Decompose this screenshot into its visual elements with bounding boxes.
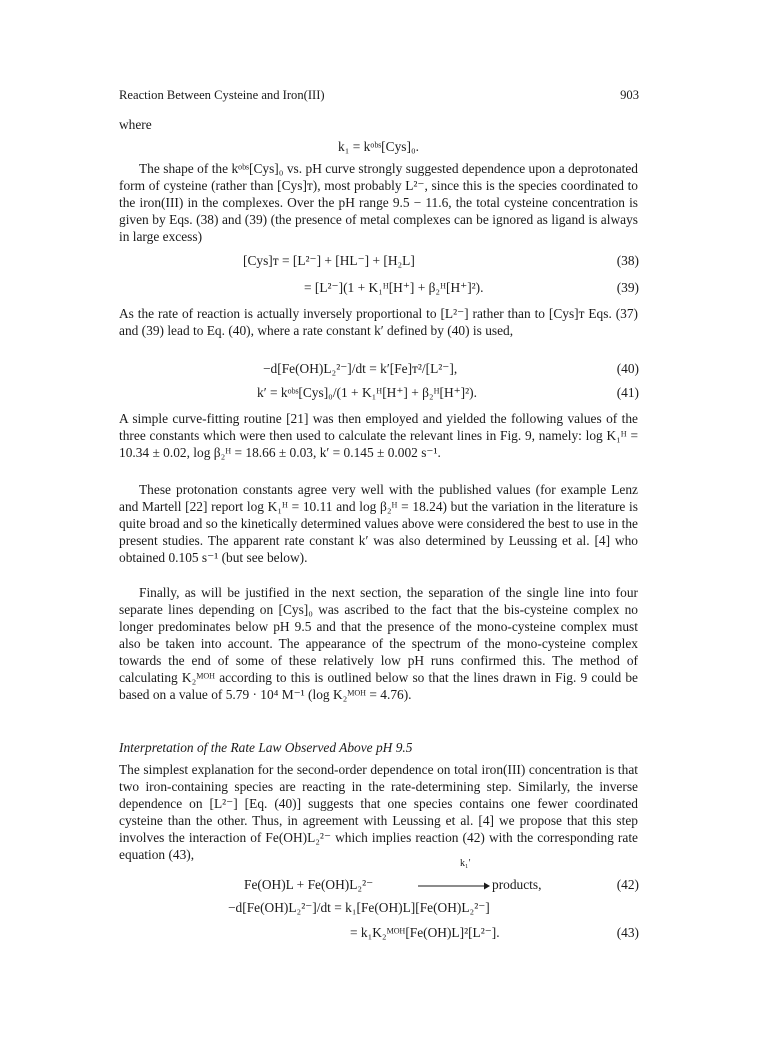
rate-constant-label: k₁′ [460,858,471,869]
equation-43-line-2: = k₁K₂ᴹᴼᴴ[Fe(OH)L]²[L²⁻]. [350,925,500,940]
section-heading: Interpretation of the Rate Law Observed Above pH 9.5 [119,740,413,755]
equation-k1: k₁ = kᵒᵇˢ[Cys]₀. [338,139,419,154]
equation-38: [Cys]ᴛ = [L²⁻] + [HL⁻] + [H₂L] [243,253,415,268]
running-title: Reaction Between Cysteine and Iron(III) [119,88,325,102]
equation-38-number: (38) [616,253,639,268]
equation-41-number: (41) [616,385,639,400]
equation-42-left: Fe(OH)L + Fe(OH)L₂²⁻ [244,877,374,892]
paragraph-3: A simple curve-fitting routine [21] was then employed and yielded the following values of the three constants which were then used to calculate the relevant lines in Fig. 9, namely: log K₁ᴴ = 10.34 ± 0.02, log β₂ᴴ = 18.66 ± 0.03, k′ = 0.145 ± 0.002 s⁻¹. [119,411,638,460]
reaction-arrow-icon [418,876,490,898]
paragraph-6: The simplest explanation for the second-order dependence on total iron(III) concentration is that two iron-containing species are reacting in the rate-determining step. Similarly, the inverse dependence on [L²⁻] [Eq. (40)] suggests that one species contains one fewer coordinated cysteine than the other. Thus, in agreement with Leussing et al. [4] we propose that this step involves the interaction of Fe(OH)L₂²⁻ which implies reaction (42) with the corresponding rate equation (43), [119,762,638,862]
equation-42-number: (42) [616,877,639,892]
where-label: where [119,117,152,132]
paragraph-2: As the rate of reaction is actually inversely proportional to [L²⁻] rather than to [Cys]ᴛ Eqs. (37) and (39) lead to Eq. (40), where a rate constant k′ defined by (40) is used, [119,306,638,338]
equation-39-number: (39) [616,280,639,295]
equation-43-line-1: −d[Fe(OH)L₂²⁻]/dt = k₁[Fe(OH)L][Fe(OH)L₂²⁻] [228,900,490,915]
equation-42-right: products, [492,877,542,892]
equation-40: −d[Fe(OH)L₂²⁻]/dt = k′[Fe]ᴛ²/[L²⁻], [263,361,458,376]
arrow-icon [418,876,490,894]
paragraph-1: The shape of the kᵒᵇˢ[Cys]₀ vs. pH curve strongly suggested dependence upon a deprotonated form of cysteine (rather than [Cys]ᴛ), most probably L²⁻, since this is the species coordinated to the iron(III) in the complexes. Over the pH range 9.5 − 11.6, the total cysteine concentration is given by Eqs. (38) and (39) (the presence of metal complexes can be ignored as ligand is always in large excess) [119,161,638,244]
equation-41: k′ = kᵒᵇˢ[Cys]₀/(1 + K₁ᴴ[H⁺] + β₂ᴴ[H⁺]²). [257,385,477,400]
running-header [119,87,639,105]
paragraph-4: These protonation constants agree very well with the published values (for example Lenz and Martell [22] report log K₁ᴴ = 10.11 and log β₂ᴴ = 18.24) but the variation in the literature is quite broad and so the kinetically determined values above were considered the best to use in the present studies. The apparent rate constant k′ was also determined by Leussing et al. [4] who obtained 0.105 s⁻¹ (but see below). [119,482,638,565]
paragraph-5: Finally, as will be justified in the next section, the separation of the single line into four separate lines depending on [Cys]₀ was ascribed to the fact that the bis-cysteine complex no longer predominates below pH 9.5 and that the presence of the mono-cysteine complex must also be taken into account. The appearance of the spectrum of the mono-cysteine complex towards the end of some of these relatively low pH runs confirmed this. The method of calculating K₂ᴹᴼᴴ according to this is outlined below so that the lines drawn in Fig. 9 could be based on a value of 5.79 · 10⁴ M⁻¹ (log K₂ᴹᴼᴴ = 4.76). [119,585,638,702]
page-number: 903 [620,88,639,102]
equation-40-number: (40) [616,361,639,376]
equation-39: = [L²⁻](1 + K₁ᴴ[H⁺] + β₂ᴴ[H⁺]²). [304,280,484,295]
equation-43-number: (43) [616,925,639,940]
